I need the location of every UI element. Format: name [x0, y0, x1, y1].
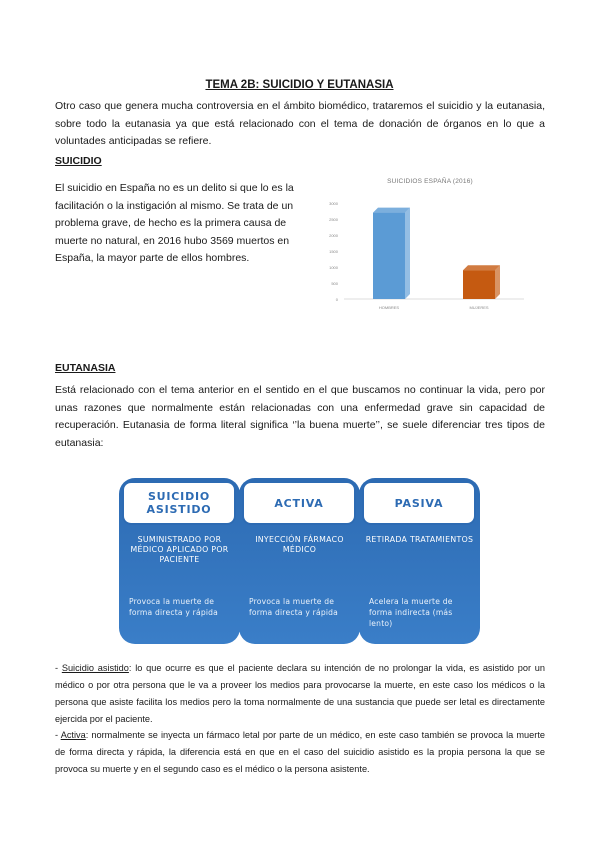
bar-top [463, 265, 500, 270]
suicide-bar-chart [322, 195, 532, 315]
x-tick-label: HOMBRES [378, 305, 400, 310]
y-tick-label: 1500 [329, 249, 338, 254]
type-box-activa [239, 478, 360, 644]
def-text: : lo que ocurre es que el paciente declara su intención de no prolongar la vida, es asistido por un médico o por otra persona que le va a proveer los medios para provocarse la muerte, en este caso los médicos o la persona que asiste facilita los medios pero la toma normalmente de una sustancia que puede ser letal es directamente ejercida por el paciente. [55, 663, 545, 724]
type-description: INYECCIÓN FÁRMACO MÉDICO [255, 535, 344, 554]
bar-side [405, 208, 410, 299]
chart-title: SUICIDIOS ESPAÑA (2016) [387, 178, 473, 185]
def-label: Suicidio asistido [61, 663, 129, 673]
type-header: ACTIVA [242, 481, 356, 525]
def-label: Activa [60, 730, 86, 740]
y-tick-label: 500 [331, 281, 338, 286]
x-tick-label: MUJERES [469, 305, 489, 310]
page-title: TEMA 2B: SUICIDIO Y EUTANASIA [205, 79, 394, 91]
type-header: PASIVA [362, 481, 476, 525]
intro-paragraph: Otro caso que genera mucha controversia en el ámbito biomédico, trataremos el suicidio y la eutanasia, sobre todo la eutanasia ya que está relacionado con el tema de donación de órganos en lo que a voluntades anticipadas se refiere. [55, 100, 545, 147]
type-note: Provoca la muerte de forma directa y rápida [249, 597, 339, 617]
eutanasia-heading: EUTANASIA [55, 362, 116, 374]
suicidio-heading: SUICIDIO [55, 155, 102, 167]
y-tick-label: 2000 [329, 233, 338, 238]
bar-top [373, 208, 410, 213]
bar-mujeres [463, 270, 495, 299]
y-tick-label: 0 [335, 297, 338, 302]
bar-side [495, 265, 500, 299]
y-tick-label: 3000 [329, 201, 338, 206]
type-header: SUICIDIO ASISTIDO [122, 481, 236, 525]
type-note: Acelera la muerte de forma indirecta (más lento) [369, 597, 453, 628]
def-activa: - Activa: normalmente se inyecta un fármaco letal por parte de un médico, en este caso también se provoca la muerte de forma directa y rápida, la diferencia está en que en el caso del suicidio asistido es la propia persona la que se provoca su muerte y en el segundo caso es el médico o la persona asistente. [55, 730, 545, 774]
y-tick-label: 1000 [329, 265, 338, 270]
type-note: Provoca la muerte de forma directa y rápida [129, 597, 219, 617]
bar-hombres [373, 213, 405, 299]
type-description: SUMINISTRADO POR MÉDICO APLICADO POR PACIENTE [130, 535, 229, 564]
y-tick-label: 2500 [329, 217, 338, 222]
type-box-suicidio-asistido [119, 478, 240, 644]
suicidio-paragraph: El suicidio en España no es un delito si que lo es la facilitación o la instigación al mismo. Se trata de un problema grave, de hecho es la primera causa de muerte no natural, en 2016 hubo 3569 muertos en España, la mayor parte de ellos hombres. [55, 182, 294, 264]
def-suicidio-asistido: - Suicidio asistido: lo que ocurre es que el paciente declara su intención de no prolongar la vida, es asistido por un médico o por otra persona que le va a proveer los medios para provocarse la muerte, en este caso los médicos o la persona que asiste facilita los medios pero la toma normalmente de una sustancia que puede ser letal es directamente ejercida por el paciente. [55, 663, 545, 724]
type-box-pasiva [359, 478, 480, 644]
type-description: RETIRADA TRATAMIENTOS [365, 535, 474, 544]
def-text: : normalmente se inyecta un fármaco letal por parte de un médico, en este caso también se provoca la muerte de forma directa y rápida, la diferencia está en que en el caso del suicidio asistido es la propia persona la que se provoca su muerte y en el segundo caso es el médico o la persona asistente. [55, 730, 545, 774]
eutanasia-paragraph: Está relacionado con el tema anterior en el sentido en el que buscamos no continuar la vida, pero por unas razones que normalmente están relacionadas con una enfermedad grave sin capacidad de recuperación. Eutanasia de forma literal significa ‘’la buena muerte’’, se suele diferenciar tres tipos de eutanasia: [55, 384, 545, 449]
